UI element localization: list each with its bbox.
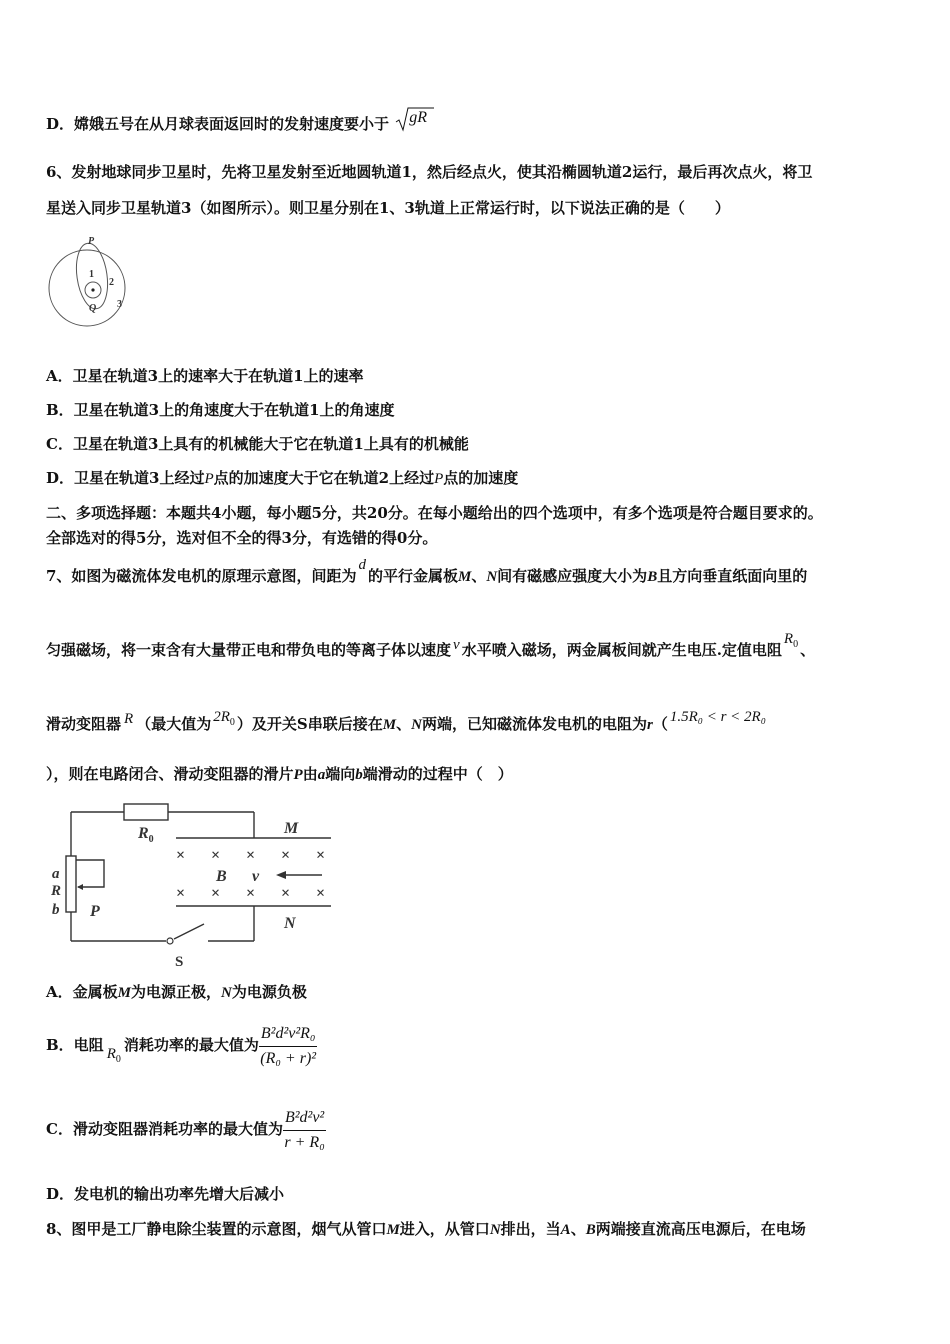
q6-option-d-part1: D．卫星在轨道3上经过	[46, 469, 205, 487]
q5-option-d	[46, 109, 434, 138]
sqrt-icon	[394, 106, 434, 132]
fig-label-n: N	[284, 915, 296, 932]
q7-option-b-fraction	[259, 1024, 318, 1069]
q7-l3-f: （	[652, 715, 668, 733]
q7-l2-a: 匀强磁场，将一束含有大量带正电和带负电的等离子体以速度	[46, 641, 452, 659]
q7-l3-2R0	[211, 707, 237, 728]
q7-option-d: D．发电机的输出功率先增大后减小	[46, 1185, 285, 1203]
q7-l3-S: S	[296, 715, 308, 733]
q7-option-a	[46, 982, 307, 1003]
q7-l4-d: 端滑动的过程中（ ）	[362, 765, 513, 783]
q7-option-c-denominator: r + R₀	[284, 1133, 325, 1151]
q7-option-a-3: 为电源负极	[231, 983, 307, 1001]
q7-l2-R0	[782, 629, 800, 650]
q7-l3-range: 1.5R₀ < r < 2R₀	[669, 709, 766, 725]
q7-l1-d: d	[358, 557, 366, 573]
q7-line4	[46, 764, 513, 785]
q7-l4-bb: b	[355, 767, 363, 783]
q8-l1-B: B	[585, 1222, 596, 1238]
fig-label-v: v	[252, 868, 260, 885]
q7-option-a-N: N	[221, 985, 232, 1001]
q5-sqrt-content: gR	[409, 109, 428, 126]
q8-l1-N: N	[489, 1222, 501, 1238]
fig-label-r0	[137, 825, 154, 845]
q6-option-a: A．卫星在轨道3上的速率大于在轨道1上的速率	[46, 367, 364, 385]
fig-label-r: R	[51, 883, 62, 899]
q7-option-b-denominator: (R₀ + r)²	[260, 1049, 317, 1067]
section2-line1: 二、多项选择题：本题共4小题，每小题5分，共20分。在每小题给出的四个选项中，有多个选项是符合题目要求的。	[46, 504, 823, 522]
q7-line1	[46, 557, 808, 587]
q7-l2-c: 、	[800, 641, 816, 659]
q6-option-d	[46, 468, 518, 489]
q7-l3-R: R	[124, 711, 134, 727]
section2-line2: 全部选对的得5分，选对但不全的得3分，有选错的得0分。	[46, 529, 438, 547]
slider-arrow-icon	[77, 884, 83, 890]
q7-l4-c: 端向	[325, 765, 356, 783]
q8-l1-A: A	[560, 1222, 571, 1238]
orbit-3-circle	[49, 250, 125, 326]
q6-option-c: C．卫星在轨道3上具有的机械能大于它在轨道1上具有的机械能	[46, 435, 469, 453]
q7-line3	[46, 709, 766, 741]
q7-option-b-numerator: B²d²v²R₀	[259, 1024, 318, 1047]
q7-l1-B: B	[647, 569, 658, 585]
q6-stem-line2: 星送入同步卫星轨道3（如图所示）。则卫星分别在1、3轨道上正常运行时，以下说法正确的是（ ）	[46, 199, 730, 217]
fig-label-a: a	[52, 866, 60, 882]
q7-l1-e: 且方向垂直纸面向里的	[657, 567, 808, 585]
q5-option-d-text: D．嫦娥五号在从月球表面返回时的发射速度要小于	[46, 115, 390, 133]
earth-dot	[91, 288, 94, 291]
q7-l1-N: N	[486, 569, 498, 585]
cross-4: ×	[281, 847, 291, 864]
q7-circuit-figure	[46, 798, 346, 970]
q7-option-c-fraction	[283, 1108, 326, 1153]
q7-l2-v: v	[453, 637, 460, 653]
cross-2: ×	[211, 847, 221, 864]
q7-option-c-numerator: B²d²v²	[283, 1108, 326, 1131]
q7-l3-M: M	[382, 717, 397, 733]
q7-l3-2R0-letter: 2R	[213, 709, 230, 725]
fig-label-m: M	[284, 820, 299, 837]
label-orbit2: 2	[109, 277, 114, 288]
q7-option-b-R0-sub: 0	[115, 1054, 121, 1065]
cross-9: ×	[281, 885, 291, 902]
q8-line1	[46, 1219, 806, 1240]
q7-l1-b: 的平行金属板	[367, 567, 458, 585]
q8-l1-sep: 、	[570, 1220, 586, 1238]
cross-7: ×	[211, 885, 221, 902]
q7-l3-a: 滑动变阻器	[46, 715, 122, 733]
rheostat-r	[66, 856, 76, 912]
resistor-r0	[124, 804, 168, 820]
q7-l2-R0-letter: R	[783, 631, 794, 647]
q7-option-c	[46, 1102, 326, 1156]
q7-option-a-1: A．金属板	[46, 983, 118, 1001]
q6-option-d-p2: P	[434, 471, 444, 487]
label-orbit1: 1	[89, 269, 94, 280]
q7-l3-c: ）及开关	[236, 715, 297, 733]
velocity-arrow-icon	[276, 871, 286, 879]
fig-label-r0-letter: R	[138, 825, 149, 842]
q8-l1-b: 进入，从管口	[399, 1220, 490, 1238]
q7-l3-d: 串联后接在	[307, 715, 383, 733]
cross-8: ×	[246, 885, 256, 902]
q7-l3-e: 两端，已知磁流体发电机的电阻为	[421, 715, 647, 733]
q7-l2-b: 水平喷入磁场，两金属板间就产生电压.定值电阻	[461, 641, 782, 659]
cross-3: ×	[246, 847, 256, 864]
q7-line2	[46, 631, 816, 667]
fig-label-bb: b	[52, 902, 60, 918]
q8-l1-a: 8、图甲是工厂静电除尘装置的示意图，烟气从管口	[46, 1220, 387, 1238]
q7-l2-R0-sub: 0	[793, 639, 799, 650]
q7-option-c-1: C．滑动变阻器消耗功率的最大值为	[46, 1120, 283, 1138]
cross-5: ×	[316, 847, 326, 864]
q6-stem-line1: 6、发射地球同步卫星时，先将卫星发射至近地圆轨道1，然后经点火，使其沿椭圆轨道2运行，最后再次点火，将卫	[46, 163, 813, 181]
q7-l3-r: r	[646, 717, 653, 733]
cross-1: ×	[176, 847, 186, 864]
cross-6: ×	[176, 885, 186, 902]
q7-l4-b: 由	[302, 765, 318, 783]
q8-l1-d: 两端接直流高压电源后，在电场	[595, 1220, 806, 1238]
fig-label-s: S	[175, 954, 184, 970]
q8-l1-c: 排出，当	[500, 1220, 561, 1238]
q6-option-d-p1: P	[204, 471, 214, 487]
label-p: P	[88, 236, 95, 247]
q7-l1-a: 7、如图为磁流体发电机的原理示意图，间距为	[46, 567, 357, 585]
q7-l1-c: 间有磁感应强度大小为	[497, 567, 648, 585]
fig-label-b: B	[216, 868, 227, 885]
q7-l1-sep: 、	[471, 567, 487, 585]
q8-l1-M: M	[386, 1222, 400, 1238]
q7-option-b-2: 消耗功率的最大值为	[123, 1036, 259, 1054]
q7-l3-N: N	[411, 717, 422, 733]
q7-l4-aa: a	[317, 767, 326, 783]
q7-option-a-M: M	[117, 985, 131, 1001]
q7-option-a-2: 为电源正极，	[130, 983, 221, 1001]
q6-option-d-part2: 点的加速度大于它在轨道2上经过	[213, 469, 435, 487]
q7-l4-a: ），则在电路闭合、滑动变阻器的滑片	[46, 765, 294, 783]
q7-l4-P: P	[293, 767, 303, 783]
q7-l3-b: （最大值为	[136, 715, 212, 733]
label-q: Q	[89, 303, 97, 314]
fig-label-p: P	[90, 903, 100, 920]
q7-option-b-R0-letter: R	[106, 1046, 116, 1062]
q6-option-d-part3: 点的加速度	[443, 469, 519, 487]
q7-option-b-R0	[104, 1044, 124, 1065]
q7-l3-2R0-sub: 0	[229, 717, 235, 728]
q6-option-b: B．卫星在轨道3上的角速度大于在轨道1上的角速度	[46, 401, 395, 419]
switch-s	[174, 924, 204, 939]
label-orbit3: 3	[117, 299, 122, 310]
cross-10: ×	[316, 885, 326, 902]
fig-label-r0-sub: 0	[148, 834, 154, 845]
q7-option-b	[46, 1018, 317, 1079]
q7-l1-M: M	[457, 569, 472, 585]
q6-orbit-figure	[46, 232, 146, 334]
q7-l3-sep: 、	[396, 715, 412, 733]
q7-option-b-1: B．电阻	[46, 1036, 104, 1054]
